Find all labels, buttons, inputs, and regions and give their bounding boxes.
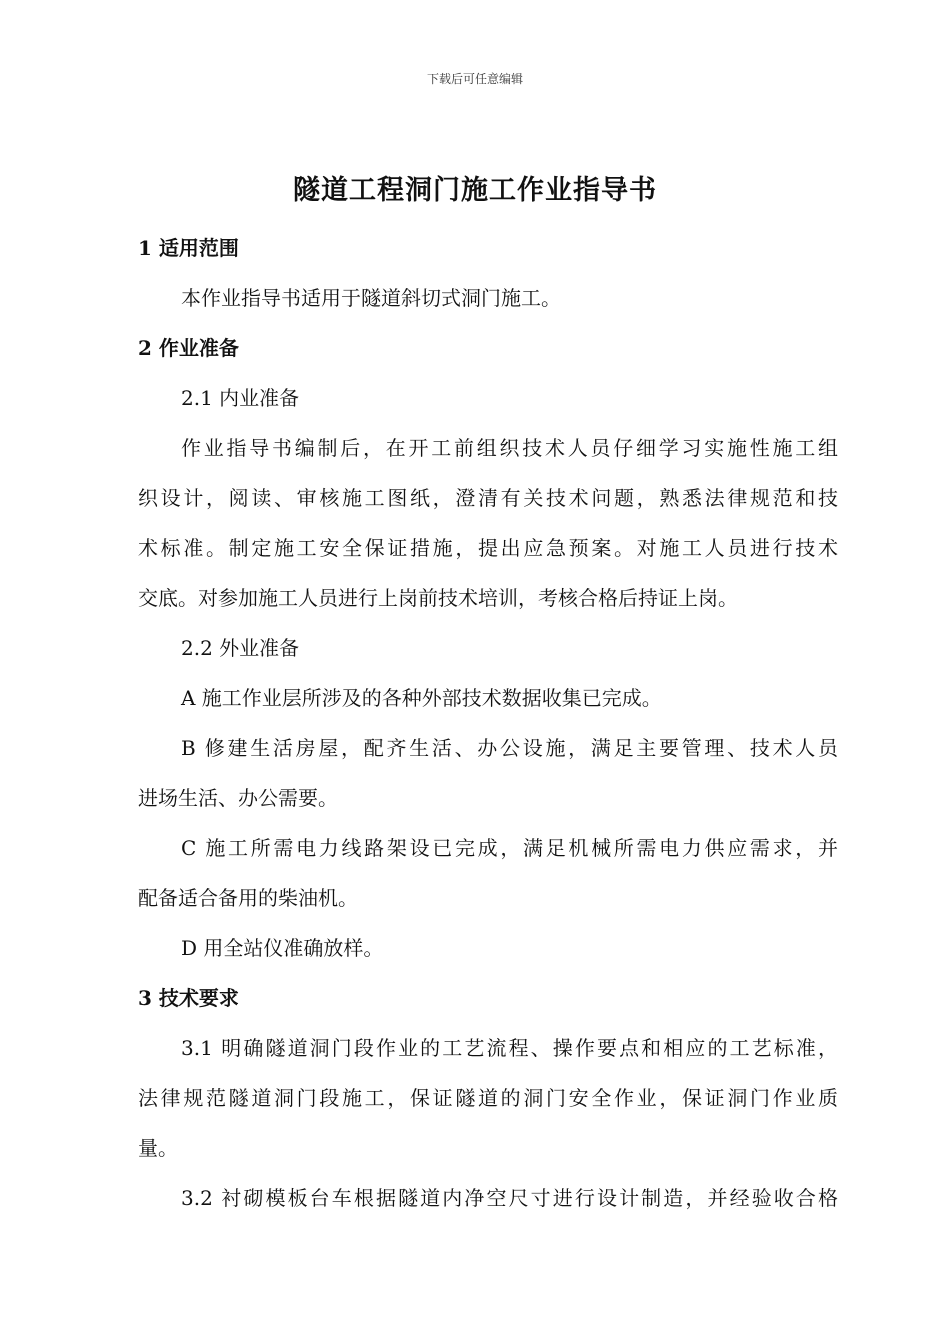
- paragraph-line: 织设计，阅读、审核施工图纸，澄清有关技术问题，熟悉法律规范和技: [138, 486, 838, 510]
- paragraph-line: 本作业指导书适用于隧道斜切式洞门施工。: [181, 286, 561, 310]
- paragraph-line: 术标准。制定施工安全保证措施，提出应急预案。对施工人员进行技术: [138, 536, 838, 560]
- section-heading-scope: 1 适用范围: [138, 236, 239, 260]
- section-heading-technical: 3 技术要求: [138, 986, 239, 1010]
- paragraph-line: 3.1 明确隧道洞门段作业的工艺流程、操作要点和相应的工艺标准，: [181, 1036, 838, 1060]
- subsection-heading-internal: 2.1 内业准备: [181, 386, 300, 410]
- document-title: 隧道工程洞门施工作业指导书: [293, 175, 657, 206]
- paragraph-line: D 用全站仪准确放样。: [181, 936, 384, 960]
- paragraph-line: 作业指导书编制后，在开工前组织技术人员仔细学习实施性施工组: [181, 436, 838, 460]
- paragraph-line: 进场生活、办公需要。: [138, 786, 338, 810]
- subsection-heading-external: 2.2 外业准备: [181, 636, 300, 660]
- paragraph-line: A 施工作业层所涉及的各种外部技术数据收集已完成。: [181, 686, 662, 710]
- page-header-note: 下载后可任意编辑: [426, 72, 523, 86]
- paragraph-line: B 修建生活房屋，配齐生活、办公设施，满足主要管理、技术人员: [181, 736, 838, 760]
- paragraph-line: C 施工所需电力线路架设已完成，满足机械所需电力供应需求，并: [181, 836, 838, 860]
- paragraph-line: 交底。对参加施工人员进行上岗前技术培训，考核合格后持证上岗。: [138, 586, 738, 610]
- paragraph-line: 配备适合备用的柴油机。: [138, 886, 358, 910]
- paragraph-line: 量。: [138, 1136, 178, 1160]
- section-heading-preparation: 2 作业准备: [138, 336, 239, 360]
- paragraph-line: 法律规范隧道洞门段施工，保证隧道的洞门安全作业，保证洞门作业质: [138, 1086, 838, 1110]
- paragraph-line: 3.2 衬砌模板台车根据隧道内净空尺寸进行设计制造，并经验收合格: [181, 1186, 838, 1210]
